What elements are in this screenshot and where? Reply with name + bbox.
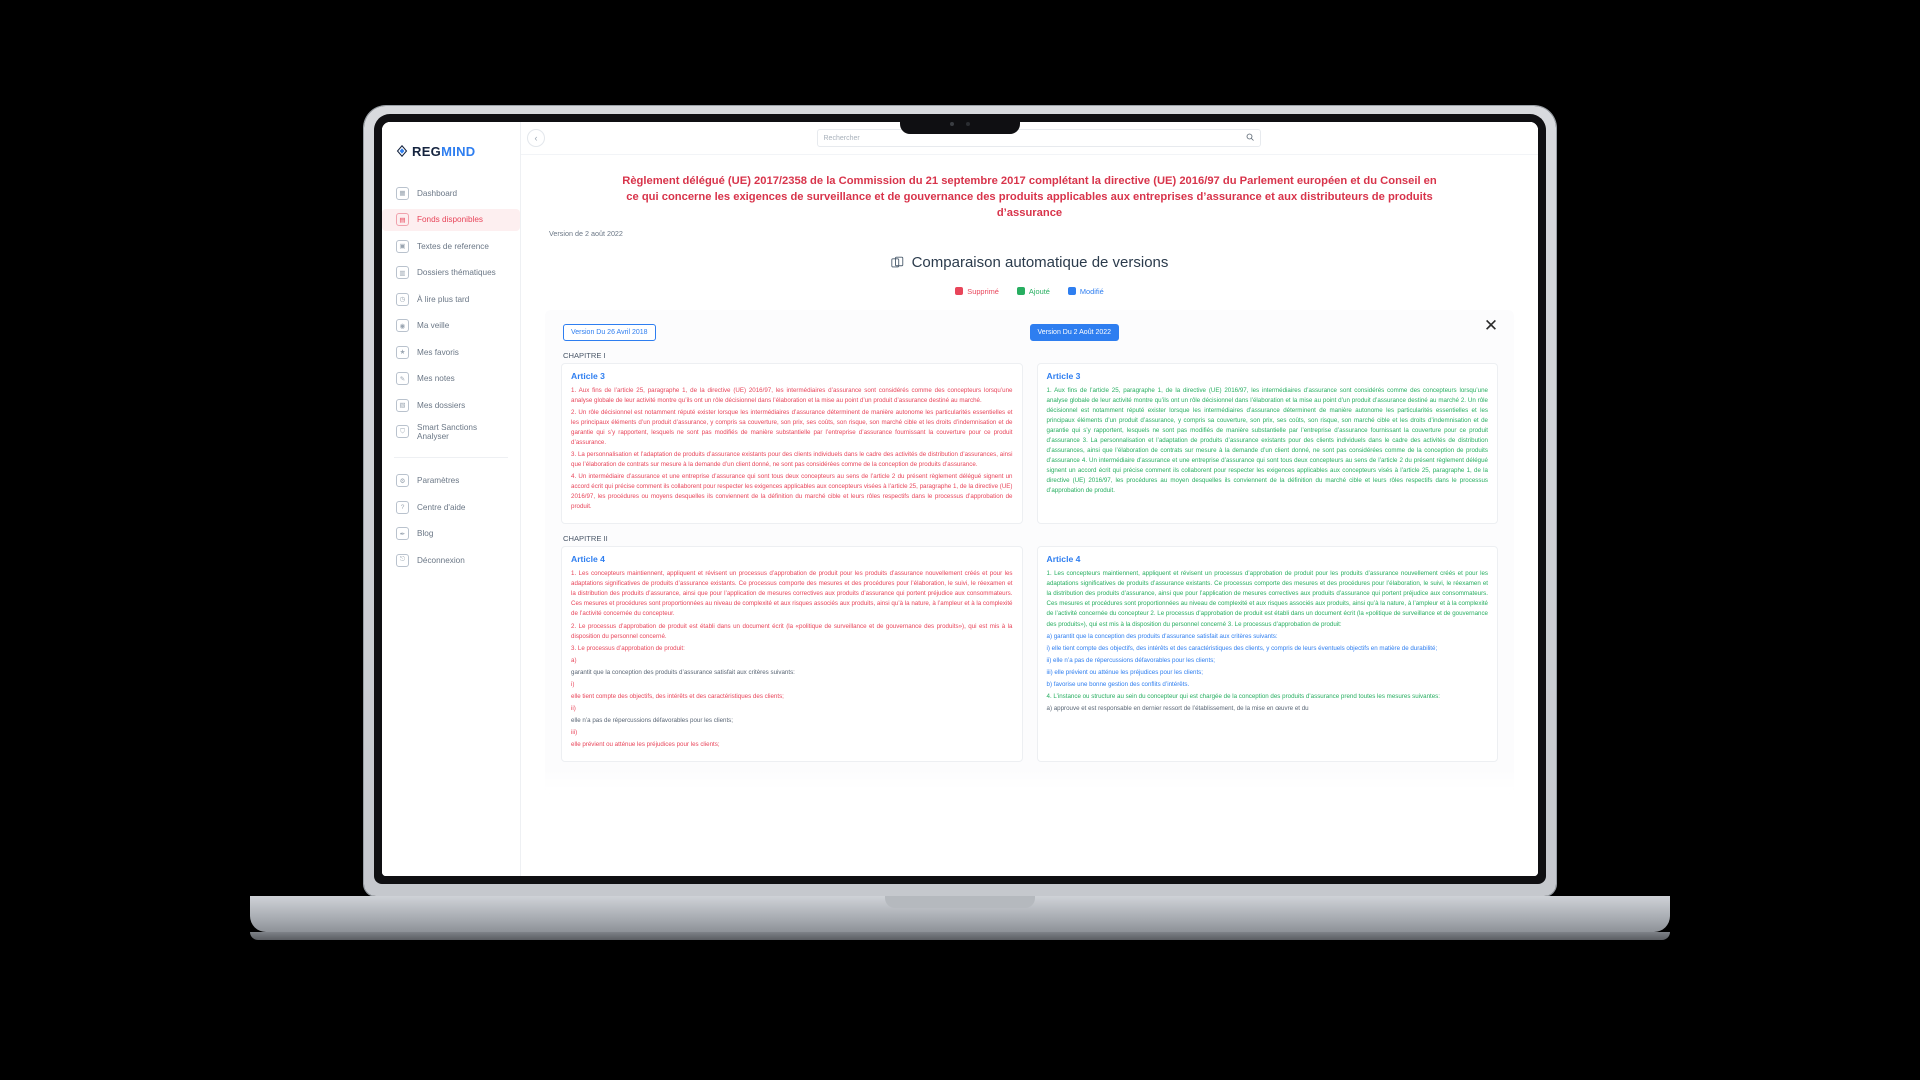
diff-paragraph: iii) [571, 728, 578, 736]
diff-paragraph: i) elle tient compte des objectifs, des intérêts et des caractéristiques des clients, y compris de leurs éventuels objectifs en matière de durabilité; [1046, 644, 1438, 652]
sidebar-item-mes-dossiers[interactable] [382, 394, 520, 416]
document-version-label: Version de 2 août 2022 [549, 228, 623, 238]
left-version-button[interactable]: Version Du 26 Avril 2018 [563, 324, 656, 341]
page-title: Règlement délégué (UE) 2017/2358 de la Commission du 21 septembre 2017 complétant la directive (UE) 2016/97 du Parlement européen et du Conseil en ce qui concerne les exigences de surveillance et de gouvernance des produits applicables aux entreprises d’assurance et aux distributeurs de produits d’assurance [622, 175, 1437, 220]
legend-item-ajoute [1017, 287, 1050, 296]
article-heading: Article 4 [571, 554, 605, 565]
diff-paragraph: 4. L’instance ou structure au sein du concepteur qui est chargée de la conception des produits d’assurance prend toutes les mesures suivantes: [1046, 692, 1440, 700]
sidebar-item-ma-veille[interactable] [382, 315, 520, 337]
diff-paragraph: b) favorise une bonne gestion des conflits d’intérêts. [1046, 680, 1190, 688]
chapter-heading: CHAPITRE II [563, 534, 608, 544]
sidebar-item-a-lire-plus-tard[interactable] [382, 288, 520, 310]
sidebar-item-parametres[interactable] [382, 470, 520, 492]
chapter-heading: CHAPITRE I [563, 350, 606, 360]
folder-icon: ▤ [396, 213, 409, 226]
sidebar-item-label: À lire plus tard [417, 294, 470, 304]
help-icon: ? [396, 501, 409, 514]
right-diff-panel [1037, 363, 1499, 525]
sidebar-divider [394, 457, 508, 458]
compare-versions-icon [891, 256, 904, 269]
brand-name-part2: MIND [441, 143, 476, 159]
article-heading: Article 4 [1046, 554, 1081, 565]
laptop-base-notch [885, 896, 1035, 908]
brand-name-part1: REG [412, 143, 442, 159]
eye-icon: ◉ [396, 319, 409, 332]
diff-paragraph: ii) [571, 704, 576, 712]
article-heading: Article 3 [1046, 370, 1081, 381]
document-icon: ▣ [396, 240, 409, 253]
left-diff-panel [561, 546, 1023, 762]
dashboard-icon: ▦ [396, 187, 409, 200]
sidebar-nav [382, 182, 520, 443]
minus-square-icon [955, 287, 963, 295]
legend-item-supprime [955, 287, 999, 296]
section-title-text: Comparaison automatique de versions [911, 253, 1169, 271]
sidebar-item-label: Blog [417, 529, 434, 538]
sidebar-item-label: Déconnexion [417, 555, 465, 565]
search-input[interactable] [817, 129, 1261, 147]
note-icon: ✎ [396, 372, 409, 385]
laptop-camera-notch [900, 114, 1020, 134]
plus-square-icon [1017, 287, 1025, 295]
pencil-square-icon [1068, 287, 1076, 295]
diff-paragraph: iii) elle prévient ou atténue les préjudices pour les clients; [1046, 668, 1203, 676]
star-icon: ★ [396, 346, 409, 359]
sidebar-item-dossiers-thematiques[interactable] [382, 262, 520, 284]
diff-paragraph: 1. Les concepteurs maintiennent, appliquent et révisent un processus d’approbation de produit pour les produits d’assurance nouvellement créés et pour les adaptations significatives de produits d’assurance existants. Ce processus comporte des mesures et des procédures pour l’élaboration, le suivi, le réexamen et la distribution des produits d’assurance, ainsi que pour l’application de mesures correctives aux produits d’assurance qui portent préjudice aux consommateurs. Ces mesures et procédures sont proportionnées au niveau de complexité et aux risques associés aux produits, ainsi qu’à la nature, à l’ampleur et à la complexité de l’activité concernée du concepteur 2. Le processus d’approbation de produit est établi dans un document écrit (la «politique de surveillance et de gouvernance des produits»), qui est mis à la disposition du personnel concerné 3. Le processus d’approbation de produit: [1046, 570, 1488, 628]
sidebar [382, 122, 521, 876]
diff-paragraph: a) approuve et est responsable en dernier ressort de l’établissement, de la mise en œuvre et du [1046, 704, 1309, 712]
sidebar-item-blog[interactable] [382, 523, 520, 545]
section-title [545, 254, 1514, 271]
diff-paragraph: i) [571, 680, 575, 688]
comparison-panel [545, 310, 1514, 794]
sidebar-item-label: Smart Sanctions Analyser [417, 422, 478, 441]
sidebar-collapse-button[interactable] [527, 129, 545, 147]
diff-legend [545, 287, 1514, 296]
shield-icon: ⛉ [396, 425, 409, 438]
sidebar-item-label: Textes de reference [417, 241, 489, 251]
sidebar-item-label: Centre d'aide [417, 502, 466, 512]
sidebar-item-textes-de-reference[interactable] [382, 235, 520, 257]
version-selectors [561, 324, 1498, 341]
diff-paragraph: 2. Le processus d’approbation de produit est établi dans un document écrit (la «politique de surveillance et de gouvernance des produits»), qui est mis à la disposition du personnel concerné. [571, 622, 1013, 640]
app-window [382, 122, 1538, 876]
folder-open-icon: ▧ [396, 399, 409, 412]
right-version-button[interactable]: Version Du 2 Août 2022 [1030, 324, 1120, 341]
diff-paragraph: elle tient compte des objectifs, des intérêts et des caractéristiques des clients; [571, 692, 784, 700]
diff-paragraph: a) [571, 656, 577, 664]
sidebar-item-label: Paramètres [417, 476, 460, 485]
diff-paragraph: 2. Un rôle décisionnel est notamment réputé exister lorsque les intermédiaires d’assurance déterminent de manière autonome les particularités essentielles et les principaux éléments d’un produit d’assurance, y compris sa couverture, son prix, ses coûts, son risque, son marché cible et les droits d’indemnisation et de garantie qui s’y rapportent, lesquels ne sont pas modifiés de manière substantielle par l’entreprise d’assurance fournissant la couverture pour ce produit d’assurance. [571, 408, 1013, 446]
folders-icon: ▥ [396, 266, 409, 279]
diff-paragraph: 1. Aux fins de l’article 25, paragraphe 1, de la directive (UE) 2016/97, les intermédiaires d’assurance sont considérés comme des concepteurs lorsqu’une analyse globale de leur activité montre qu’ils ont un rôle décisionnel dans l’élaboration et la mise au point d’un produit d’assurance destiné au marché. [571, 386, 1013, 404]
sidebar-item-centre-daide[interactable] [382, 496, 520, 518]
diff-row [561, 363, 1498, 525]
legend-item-modifie [1068, 287, 1104, 296]
sidebar-item-fonds-disponibles[interactable] [382, 209, 520, 231]
top-bar [521, 122, 1538, 155]
left-diff-panel [561, 363, 1023, 525]
sidebar-item-label: Ma veille [417, 321, 450, 330]
sidebar-item-label: Dossiers thématiques [417, 268, 496, 277]
brand-name [412, 144, 476, 159]
left-version-col [563, 324, 1030, 341]
main-area [521, 122, 1538, 876]
brand-logo[interactable] [382, 134, 520, 164]
sidebar-nav-bottom [382, 470, 520, 572]
diff-paragraph: garantit que la conception des produits d’assurance satisfait aux critères suivants: [571, 668, 795, 676]
right-version-col [1030, 324, 1497, 341]
sidebar-item-label: Mes dossiers [417, 400, 466, 410]
diff-paragraph: ii) elle n’a pas de répercussions défavorables pour les clients; [1046, 656, 1216, 664]
diff-paragraph: a) garantit que la conception des produits d’assurance satisfait aux critères suivants: [1046, 632, 1278, 640]
content-area [521, 155, 1538, 876]
diff-paragraph: elle prévient ou atténue les préjudices pour les clients; [571, 740, 720, 748]
laptop-base [250, 896, 1670, 932]
diff-paragraph: 3. La personnalisation et l’adaptation de produits d’assurance existants pour des clients individuels dans le cadre des activités de distribution d’assurances, ainsi que l’élaboration de contrats sur mesure à la demande d’un client donné, ne sont pas considérées comme de la conception de produits d’assurance. [571, 450, 1013, 469]
laptop-base-edge [250, 932, 1670, 940]
sidebar-item-mes-favoris[interactable] [382, 341, 520, 363]
blog-icon: ✒ [396, 527, 409, 540]
legend-label: Supprimé [967, 286, 999, 296]
diff-paragraph: 3. Le processus d’approbation de produit: [571, 644, 685, 652]
search-placeholder: Rechercher [823, 134, 860, 142]
sidebar-item-dashboard[interactable] [382, 182, 520, 204]
scroll-fade [545, 768, 1514, 794]
laptop-screen [382, 122, 1538, 876]
article-heading: Article 3 [571, 370, 605, 381]
diff-paragraph: elle n’a pas de répercussions défavorables pour les clients; [571, 716, 733, 724]
sidebar-item-label: Mes favoris [417, 347, 459, 357]
sidebar-item-mes-notes[interactable] [382, 368, 520, 390]
diff-paragraph: 1. Aux fins de l’article 25, paragraphe 1, de la directive (UE) 2016/97, les intermédiaires d’assurance sont considérés comme des concepteurs lorsqu’une analyse globale de leur activité montre qu’ils ont un rôle décisionnel dans l’élaboration et la mise au point d’un produit d’assurance destiné au marché 2. Un rôle décisionnel est notamment réputé exister lorsque les intermédiaires d’assurance déterminent de manière autonome les particularités essentielles et les principaux éléments d’un produit d’assurance, y compris sa couverture, son prix, ses coûts, son risque, son marché cible et les droits d’indemnisation et de garantie qui s’y rapportent, lesquels ne sont pas modifiés de manière substantielle par l’entreprise d’assurance fournissant la couverture pour ce produit d’assurance 3. La personnalisation et l’adaptation de produits d’assurance existants pour des clients individuels dans le cadre des activités de distribution d’assurances, ainsi que l’élaboration de contrats sur mesure à la demande d’un client donné, ne sont pas considérées comme de la conception de produits d’assurance 4. Un intermédiaire d’assurance et une entreprise d’assurance qui sont tous deux concepteurs au sens de l’article 2 du présent règlement délégué signent un accord écrit qui précise comment ils collaborent pour respecter les exigences applicables aux concepteurs visés à l’article 25, paragraphe 1, de la directive (UE) 2016/97, les procédures au moyen desquelles ils conviennent de la définition du marché cible et leurs rôles respectifs dans le processus d’approbation de produit. [1046, 386, 1488, 495]
clock-icon: ◷ [396, 293, 409, 306]
sensor-icon [966, 122, 970, 126]
logout-icon: ⎋ [396, 554, 409, 567]
sidebar-item-deconnexion[interactable] [382, 549, 520, 571]
search-icon[interactable] [1246, 133, 1254, 143]
sidebar-item-label: Mes notes [417, 374, 455, 383]
gear-icon: ⚙ [396, 474, 409, 487]
legend-label: Ajouté [1028, 286, 1050, 296]
diff-paragraph: 1. Les concepteurs maintiennent, appliquent et révisent un processus d’approbation de produit pour les produits d’assurance nouvellement créés et pour les adaptations significatives de produits d’assurance existants. Ce processus comporte des mesures et des procédures pour l’élaboration, le suivi, le réexamen et la distribution des produits d’assurance, ainsi que pour l’application de mesures correctives aux produits d’assurance qui portent préjudice aux consommateurs. Ces mesures et procédures sont proportionnées au niveau de complexité et aux risques associés aux produits, ainsi qu’à la nature, à l’ampleur et à la complexité de l’activité concernée du concepteur. [571, 570, 1013, 618]
chevron-left-icon: ‹ [534, 133, 538, 143]
sidebar-item-smart-sanctions-analyser[interactable] [382, 421, 520, 443]
legend-label: Modifié [1079, 286, 1104, 296]
sidebar-item-label: Dashboard [417, 188, 458, 198]
diff-paragraph: 4. Un intermédiaire d’assurance et une entreprise d’assurance qui sont tous deux concepteurs au sens de l’article 2 du présent règlement délégué signent un accord écrit qui précise comment ils collaborent pour respecter les exigences applicables aux concepteurs visées à l’article 25, paragraphe 1, de la directive (UE) 2016/97, les procédures ou moyens desquelles ils conviennent de la définition du marché cible et leurs rôles respectifs dans le processus d’approbation de produit. [571, 473, 1013, 511]
diamond-logo-icon [396, 145, 408, 157]
sidebar-item-label: Fonds disponibles [417, 215, 483, 224]
close-icon[interactable]: ✕ [1483, 315, 1499, 335]
camera-icon [950, 122, 954, 126]
diff-row [561, 546, 1498, 762]
right-diff-panel [1037, 546, 1499, 762]
